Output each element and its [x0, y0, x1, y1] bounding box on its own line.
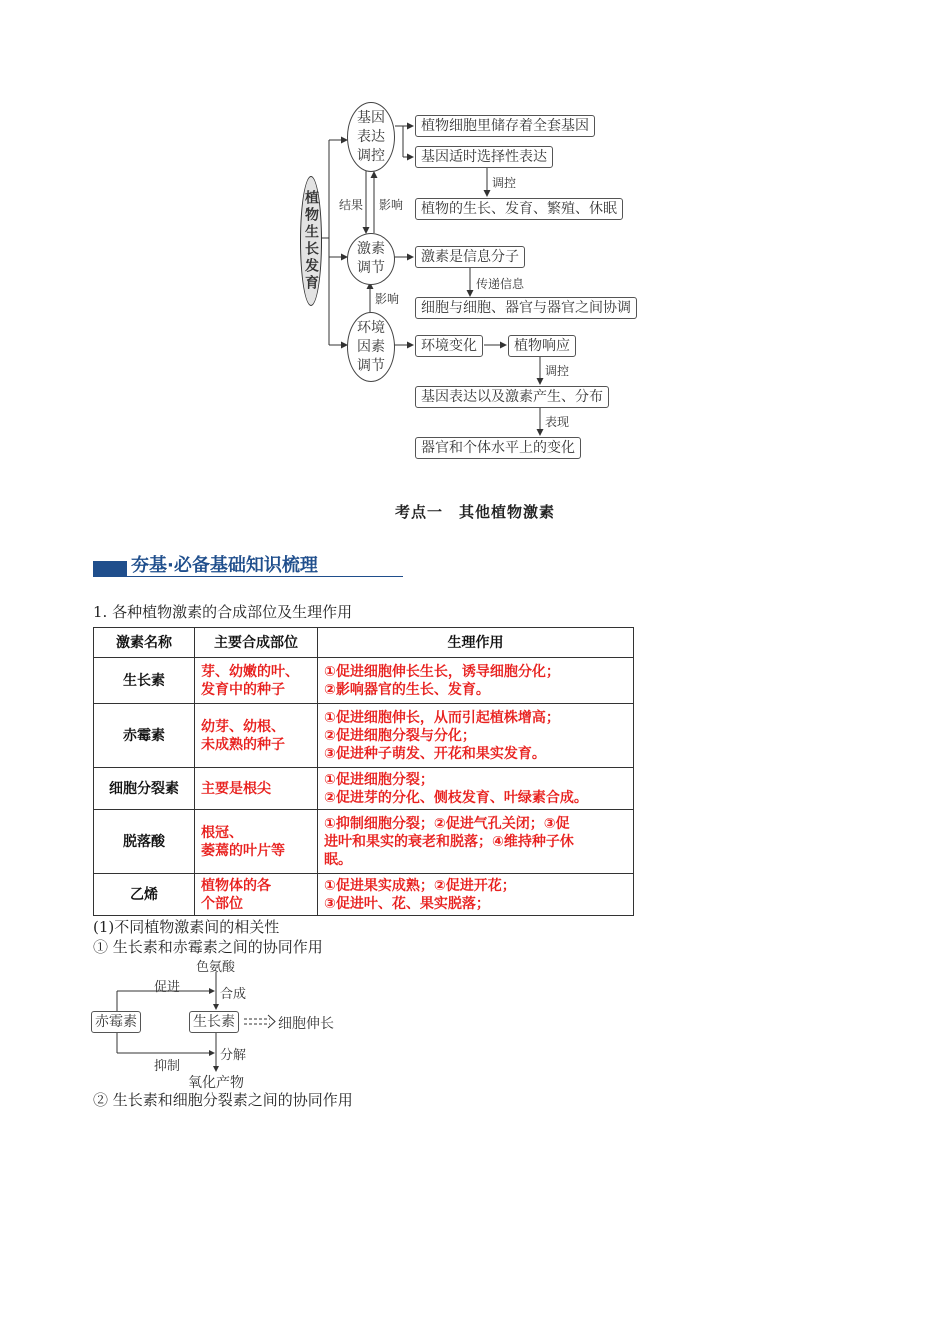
map-box-gene-expression: 基因表达以及激素产生、分布	[415, 386, 609, 408]
site-line: 幼芽、幼根、	[201, 718, 285, 735]
arrow-label-manifest: 表现	[545, 415, 570, 429]
map-box-all-genes: 植物细胞里储存着全套基因	[415, 115, 595, 137]
arrow-label-transmit: 传递信息	[476, 277, 525, 291]
env-oval-line: 环境	[357, 319, 385, 336]
map-box-coordination: 细胞与细胞、器官与器官之间协调	[415, 297, 637, 319]
table-header: 生理作用	[318, 628, 634, 658]
effect-line: ①促进细胞伸长，从而引起植株增高；	[324, 709, 560, 726]
hormone-oval-line: 激素	[357, 241, 385, 257]
hormone-oval-line: 调节	[357, 260, 385, 276]
effect-line: ②促进细胞分裂与分化；	[324, 727, 476, 744]
effect-line: ①抑制细胞分裂；②促进气孔关闭；③促	[324, 815, 570, 832]
banner-text: 夯基·必备基础知识梳理	[131, 555, 318, 576]
label-influence-1: 影响	[379, 198, 404, 212]
map-box-plant-response: 植物响应	[508, 335, 576, 357]
map-box-growth: 植物的生长、发育、繁殖、休眠	[415, 198, 623, 220]
env-oval-line: 因素	[357, 338, 385, 355]
auxin-box: 生长素	[189, 1011, 239, 1033]
map-box-env-change: 环境变化	[415, 335, 483, 357]
gene-oval-line: 基因	[357, 109, 385, 126]
effect-line: 进叶和果实的衰老和脱落；④维持种子休	[324, 833, 574, 850]
hormone-name: 生长素	[94, 658, 195, 704]
root-label: 植物生长发育	[303, 190, 319, 292]
inhibit-label: 抑制	[154, 1059, 181, 1074]
site-line: 未成熟的种子	[201, 736, 285, 753]
effect-line: 眠。	[324, 851, 352, 868]
label-result: 结果	[339, 198, 364, 212]
effect-line: ①促进细胞伸长生长，诱导细胞分化；	[324, 663, 560, 680]
effect-line: ③促进种子萌发、开花和果实发育。	[324, 745, 546, 762]
site-line: 根冠、	[201, 824, 243, 841]
table-header: 主要合成部位	[195, 628, 318, 658]
env-oval-line: 调节	[357, 357, 385, 374]
label-influence-2: 影响	[375, 292, 400, 306]
map-box-info-molecule: 激素是信息分子	[415, 246, 525, 268]
subheading-auxin-cytokinin: ② 生长素和细胞分裂素之间的协同作用	[93, 1091, 353, 1109]
arrow-label-regulate-1: 调控	[492, 176, 517, 190]
effect-line: ②促进芽的分化、侧枝发育、叶绿素合成。	[324, 789, 588, 806]
subheading-auxin-gibberellin: ① 生长素和赤霉素之间的协同作用	[93, 938, 323, 956]
tryptophan-label: 色氨酸	[196, 960, 236, 975]
gibberellin-box: 赤霉素	[91, 1011, 141, 1033]
gene-oval-line: 表达	[357, 128, 385, 145]
effect-line: ③促进叶、花、果实脱落；	[324, 895, 490, 912]
map-box-organ-change: 器官和个体水平上的变化	[415, 437, 581, 459]
decompose-label: 分解	[220, 1048, 247, 1063]
effect-line: ①促进果实成熟；②促进开花；	[324, 877, 516, 894]
site-line: 个部位	[201, 895, 243, 912]
section-title: 考点一 其他植物激素	[394, 503, 555, 521]
oxidation-product-label: 氧化产物	[188, 1075, 244, 1091]
site-line: 主要是根尖	[201, 780, 271, 797]
synthesis-label: 合成	[220, 987, 247, 1002]
site-line: 发育中的种子	[201, 681, 285, 698]
hormone-name: 细胞分裂素	[94, 768, 195, 810]
promote-label: 促进	[154, 980, 181, 995]
hormone-name: 赤霉素	[94, 704, 195, 768]
cell-elongation-label: 细胞伸长	[278, 1016, 334, 1032]
effect-line: ②影响器官的生长、发育。	[324, 681, 490, 698]
intro-text: 1. 各种植物激素的合成部位及生理作用	[93, 603, 353, 621]
subheading-correlation: (1)不同植物激素间的相关性	[93, 918, 280, 936]
site-line: 芽、幼嫩的叶、	[201, 663, 299, 680]
table-header: 激素名称	[94, 628, 195, 658]
map-box-selective-expression: 基因适时选择性表达	[415, 146, 553, 168]
hormone-name: 脱落酸	[94, 810, 195, 874]
hormone-name: 乙烯	[94, 874, 195, 916]
arrow-label-regulate-2: 调控	[545, 364, 570, 378]
effect-line: ①促进细胞分裂；	[324, 771, 434, 788]
site-line: 萎蔫的叶片等	[201, 842, 285, 859]
gene-oval-line: 调控	[357, 147, 385, 164]
site-line: 植物体的各	[201, 877, 271, 894]
